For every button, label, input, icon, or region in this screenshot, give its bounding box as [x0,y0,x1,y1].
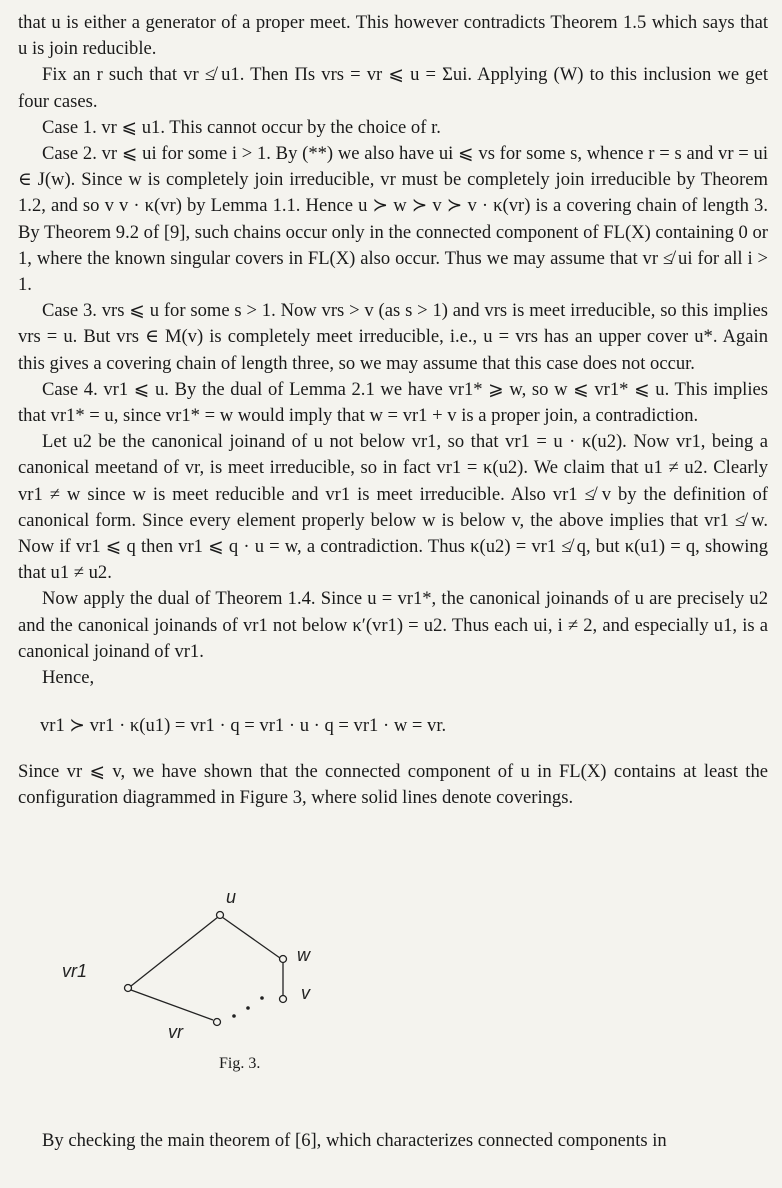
dot-2 [246,1006,250,1010]
edge-vr1-vr [131,990,213,1020]
paragraph-hence: Hence, [42,667,95,689]
label-v: v [301,983,310,1003]
label-u: u [226,887,237,907]
page-body [18,10,768,812]
paragraph-case-1: Case 1. vr ⩽ u1. This cannot occur by the choice of r. [42,116,441,138]
node-vr1 [125,985,132,992]
paragraph-after-equation: Since vr ⩽ v, we have shown that the connected component of u in FL(X) contains at least the configuration diagrammed in Figure 3, where solid lines denote coverings. [18,761,768,809]
paragraph-2: Fix an r such that vr ≰ u1. Then Πs vrs = vr ⩽ u = Σui. Applying (W) to this inclusion we get four cases. [18,64,768,112]
figure-3 [62,887,340,1045]
node-v [280,996,287,1003]
dot-3 [260,996,264,1000]
edge-vr1-u [131,917,218,986]
node-vr [214,1019,221,1026]
paragraph-case-2: Case 2. vr ⩽ ui for some i > 1. By (**) we also have ui ⩽ vs for some s, whence r = s and vr = ui ∈ J(w). Since w is completely join irreducible, vr must be completely join irreducible by Theorem 1.2, and so v v · κ(vr) by Lemma 1.1. Hence u ≻ w ≻ v ≻ v · κ(vr) is a covering chain of length 3. By Theorem 9.2 of [9], such chains occur only in the connected component of FL(X) containing 0 or 1, where the known singular covers in FL(X) also occur. Thus we may assume that vr ≰ ui for all i > 1. [18,143,768,296]
paragraph-dual-theorem: Now apply the dual of Theorem 1.4. Since u = vr1*, the canonical joinands of u are precisely u2 and the canonical joinands of vr1 not below κ′(vr1) = u2. Thus each ui, i ≠ 2, and especially u1, is a canonical joinand of vr1. [18,588,768,662]
figure-caption: Fig. 3. [219,1055,261,1072]
label-vr1: vr1 [62,961,88,981]
paragraph-canonical-joinand: Let u2 be the canonical joinand of u not below vr1, so that vr1 = u · κ(u2). Now vr1, being a canonical meetand of vr, is meet irreducible, so in fact vr1 = κ(u2). We claim that u1 ≠ u2. Clearly vr1 ≠ w since w is meet reducible and vr1 is meet irreducible. Also vr1 ≰ v by the definition of canonical form. Since every element properly below w is below v, the above implies that vr1 ≰ w. Now if vr1 ⩽ q then vr1 ⩽ q · u = w, a contradiction. Thus κ(u2) = vr1 ≰ q, but κ(u1) = q, showing that u1 ≠ u2. [18,431,768,584]
dot-1 [232,1014,236,1018]
paragraph-case-4: Case 4. vr1 ⩽ u. By the dual of Lemma 2.1 we have vr1* ⩾ w, so w ⩽ vr1* ⩽ u. This implies that vr1* = u, since vr1* = w would imply that w = vr1 + v is a proper join, a contradiction. [18,378,768,427]
display-equation: vr1 ≻ vr1 · κ(u1) = vr1 · q = vr1 · u · q = vr1 · w = vr. [40,715,447,737]
paragraph-case-3: Case 3. vrs ⩽ u for some s > 1. Now vrs > v (as s > 1) and vrs is meet irreducible, so this implies vrs = u. But vrs ∈ M(v) is completely meet irreducible, i.e., u = vrs has an upper cover u*. Again this gives a covering chain of length three, so we may assume that this case does not occur. [18,300,768,374]
edge-u-w [222,917,280,958]
label-vr: vr [168,1022,183,1042]
node-w [280,956,287,963]
paragraph-1: that u is either a generator of a proper meet. This however contradicts Theorem 1.5 which says that u is join reducible. [18,12,768,60]
figure-3-diagram [100,895,340,1045]
paragraph-last-line: By checking the main theorem of [6], which characterizes connected components in [42,1130,667,1151]
label-w: w [297,945,310,965]
node-u [217,912,224,919]
